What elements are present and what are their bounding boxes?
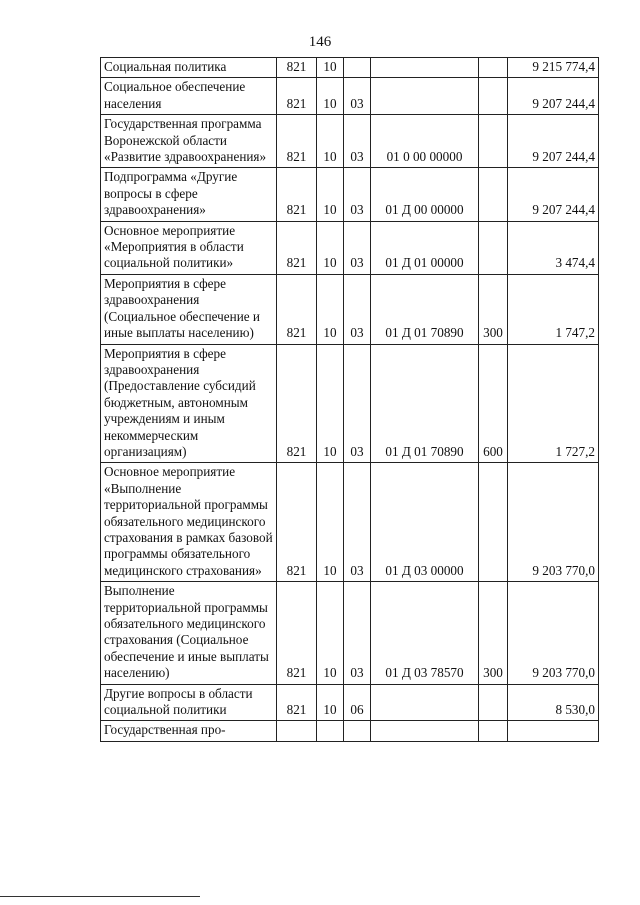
subsection-cell: [344, 58, 371, 78]
subsection-cell: 03: [344, 582, 371, 684]
row-name-cell: Основное мероприятие «Мероприятия в области социальной политики»: [101, 221, 277, 274]
page-number: 146: [308, 34, 332, 50]
footer-divider: [0, 896, 200, 897]
table-row: [101, 115, 599, 168]
subsection-cell: 03: [344, 274, 371, 344]
section-cell: 10: [317, 463, 344, 582]
row-name-cell: Мероприятия в сфере здравоохранения (Социальное обеспечение и иные выплаты населению): [101, 274, 277, 344]
ved-cell: 821: [277, 78, 317, 115]
amount-cell: 9 203 770,0: [508, 582, 599, 684]
row-name-cell: Государственная программа Воронежской области «Развитие здравоохранения»: [101, 115, 277, 168]
expense-type-cell: 300: [479, 274, 508, 344]
table-row: [101, 582, 599, 684]
expense-type-cell: [479, 168, 508, 221]
budget-table: [100, 57, 599, 742]
target-article-cell: 01 Д 03 00000: [371, 463, 479, 582]
amount-cell: 9 207 244,4: [508, 78, 599, 115]
ved-cell: 821: [277, 274, 317, 344]
expense-type-cell: [479, 58, 508, 78]
section-cell: 10: [317, 78, 344, 115]
subsection-cell: 03: [344, 115, 371, 168]
expense-type-cell: [479, 463, 508, 582]
target-article-cell: [371, 684, 479, 721]
expense-type-cell: [479, 221, 508, 274]
section-cell: [317, 721, 344, 741]
ved-cell: 821: [277, 115, 317, 168]
section-cell: 10: [317, 582, 344, 684]
table-row: [101, 168, 599, 221]
expense-type-cell: [479, 684, 508, 721]
section-cell: 10: [317, 344, 344, 463]
amount-cell: 1 747,2: [508, 274, 599, 344]
amount-cell: 9 203 770,0: [508, 463, 599, 582]
section-cell: 10: [317, 221, 344, 274]
row-name-cell: Государственная про-: [101, 721, 277, 741]
section-cell: 10: [317, 274, 344, 344]
amount-cell: 8 530,0: [508, 684, 599, 721]
target-article-cell: 01 0 00 00000: [371, 115, 479, 168]
ved-cell: 821: [277, 221, 317, 274]
ved-cell: 821: [277, 168, 317, 221]
ved-cell: 821: [277, 58, 317, 78]
table-row: [101, 684, 599, 721]
row-name-cell: Мероприятия в сфере здравоохранения (Предоставление субсидий бюджетным, автономным учреждениям и иным некоммерческим организациям): [101, 344, 277, 463]
amount-cell: 9 207 244,4: [508, 168, 599, 221]
amount-cell: [508, 721, 599, 741]
row-name-cell: Социальное обеспечение населения: [101, 78, 277, 115]
ved-cell: 821: [277, 582, 317, 684]
subsection-cell: 03: [344, 221, 371, 274]
section-cell: 10: [317, 115, 344, 168]
subsection-cell: 03: [344, 168, 371, 221]
row-name-cell: Другие вопросы в области социальной политики: [101, 684, 277, 721]
expense-type-cell: 600: [479, 344, 508, 463]
amount-cell: 9 215 774,4: [508, 58, 599, 78]
amount-cell: 9 207 244,4: [508, 115, 599, 168]
table-row: [101, 721, 599, 741]
table-row: [101, 221, 599, 274]
target-article-cell: 01 Д 01 00000: [371, 221, 479, 274]
amount-cell: 3 474,4: [508, 221, 599, 274]
section-cell: 10: [317, 168, 344, 221]
subsection-cell: 06: [344, 684, 371, 721]
table-row: [101, 58, 599, 78]
target-article-cell: 01 Д 01 70890: [371, 344, 479, 463]
subsection-cell: 03: [344, 78, 371, 115]
target-article-cell: 01 Д 03 78570: [371, 582, 479, 684]
target-article-cell: [371, 78, 479, 115]
ved-cell: [277, 721, 317, 741]
target-article-cell: [371, 721, 479, 741]
expense-type-cell: [479, 78, 508, 115]
subsection-cell: [344, 721, 371, 741]
subsection-cell: 03: [344, 344, 371, 463]
section-cell: 10: [317, 58, 344, 78]
amount-cell: 1 727,2: [508, 344, 599, 463]
target-article-cell: 01 Д 01 70890: [371, 274, 479, 344]
table-row: [101, 344, 599, 463]
ved-cell: 821: [277, 463, 317, 582]
section-cell: 10: [317, 684, 344, 721]
table-row: [101, 274, 599, 344]
expense-type-cell: [479, 115, 508, 168]
table-row: [101, 463, 599, 582]
target-article-cell: 01 Д 00 00000: [371, 168, 479, 221]
row-name-cell: Основное мероприятие «Выполнение территориальной программы обязательного медицинского страхования в рамках базовой программы обязательного медицинского страхования»: [101, 463, 277, 582]
row-name-cell: Социальная политика: [101, 58, 277, 78]
row-name-cell: Подпрограмма «Другие вопросы в сфере здравоохранения»: [101, 168, 277, 221]
ved-cell: 821: [277, 684, 317, 721]
expense-type-cell: 300: [479, 582, 508, 684]
subsection-cell: 03: [344, 463, 371, 582]
target-article-cell: [371, 58, 479, 78]
table-row: [101, 78, 599, 115]
expense-type-cell: [479, 721, 508, 741]
row-name-cell: Выполнение территориальной программы обязательного медицинского страхования (Социальное обеспечение и иные выплаты населению): [101, 582, 277, 684]
ved-cell: 821: [277, 344, 317, 463]
